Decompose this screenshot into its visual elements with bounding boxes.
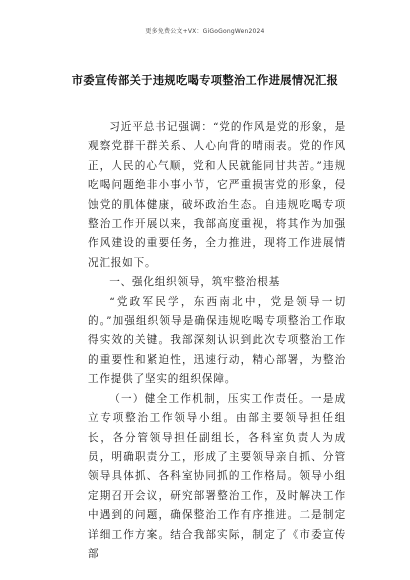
header-note: 更多免费公文+VX：GiGoGongWen2024 bbox=[145, 28, 265, 35]
document-body bbox=[88, 118, 346, 564]
intro-paragraph: 习近平总书记强调：“党的作风是党的形象，是观察党群干群关系、人心向背的晴雨表。党的作风正，人民的心气顺，党和人民就能同甘共苦。”违规吃喝问题绝非小事小节，它严重损害党的形象，侵蚀党的肌体健康，破坏政治生态。自违规吃喝专项整治工作开展以来，我部高度重视，将其作为加强作风建设的重要任务，全力推进，现将工作进展情况汇报如下。 bbox=[88, 121, 346, 269]
document-title: 市委宣传部关于违规吃喝专项整治工作进展情况汇报 bbox=[71, 74, 339, 87]
body-paragraph: “党政军民学，东西南北中，党是领导一切的。”加强组织领导是确保违规吃喝专项整治工作取得实效的关键。我部深刻认识到此次专项整治工作的重要性和紧迫性，迅速行动，精心部署，为整治工作提供了坚实的组织保障。 bbox=[88, 295, 346, 386]
section-heading: 一、强化组织领导，筑牢整治根基 bbox=[109, 276, 281, 289]
body-paragraph: （一）健全工作机制，压实工作责任。一是成立专项整治工作领导小组。由部主要领导担任组长，各分管领导担任副组长，各科室负责人为成员，明确职责分工，形成了主要领导亲自抓、分管领导具体抓、各科室协同抓的工作格局。领导小组定期召开会议，研究部署整治工作，及时解决工作中遇到的问题，确保整治工作有序推进。二是制定详细工作方案。结合我部实际，制定了《市委宣传部 bbox=[88, 392, 346, 560]
